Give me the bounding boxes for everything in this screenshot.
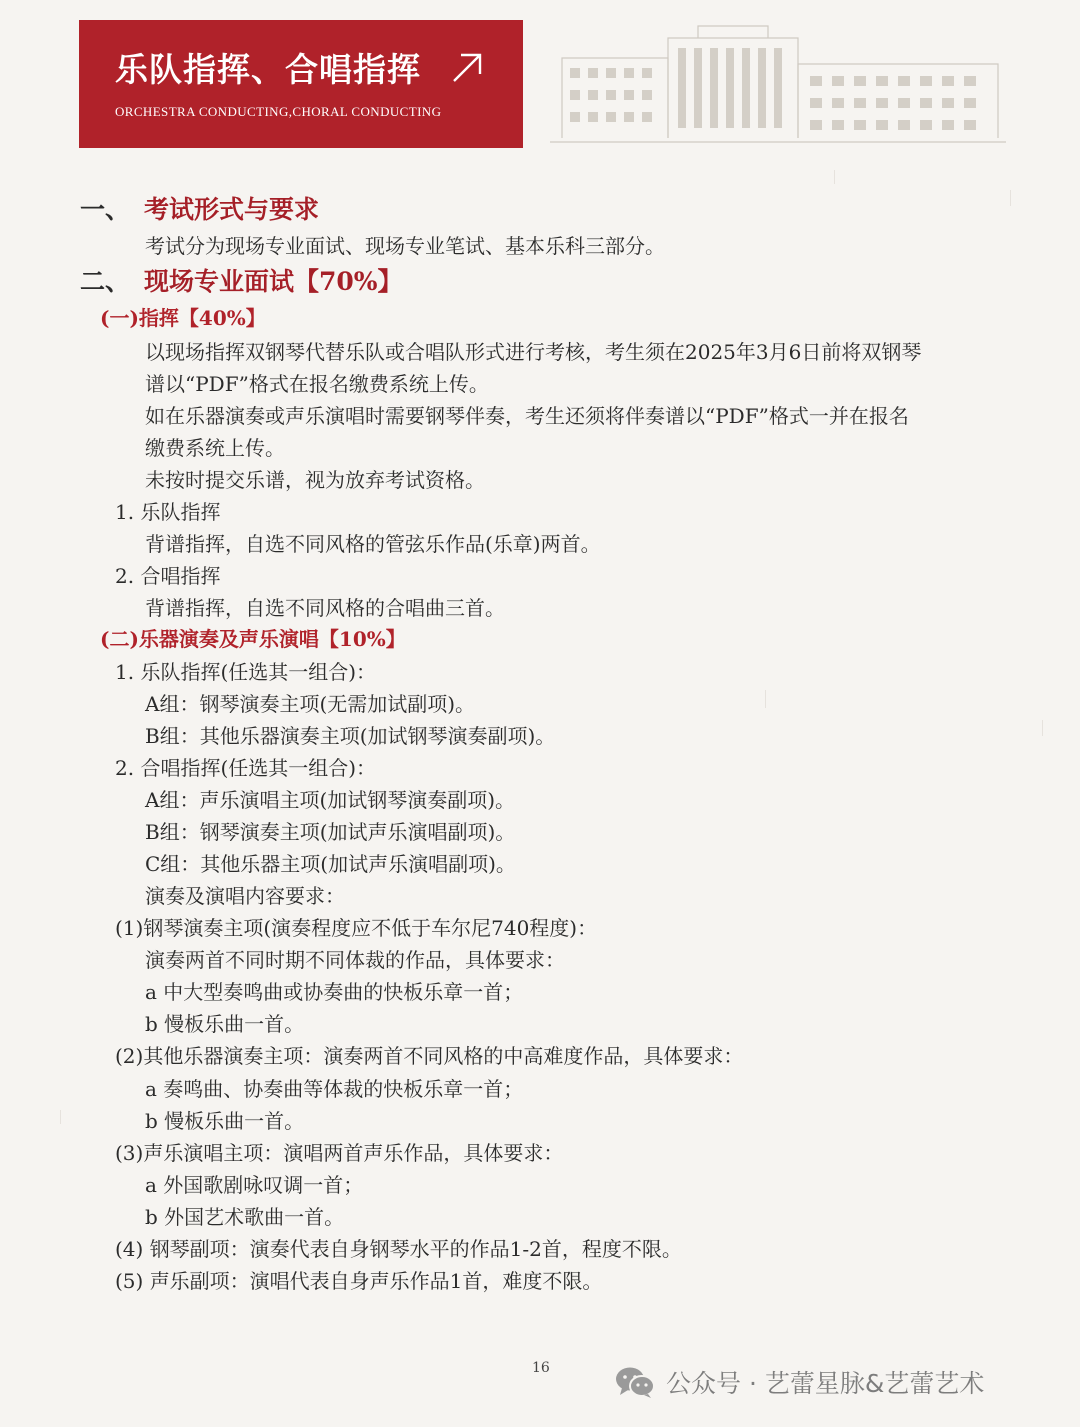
text-line: C组：其他乐器主项(加试声乐演唱副项)。 (145, 852, 516, 876)
header-banner (79, 20, 523, 148)
text-line: b 外国艺术歌曲一首。 (145, 1205, 345, 1229)
text-line: B组：钢琴演奏主项(加试声乐演唱副项)。 (145, 820, 516, 844)
text-line: 未按时提交乐谱，视为放弃考试资格。 (145, 468, 485, 492)
text-line: 如在乐器演奏或声乐演唱时需要钢琴伴奏，考生还须将伴奏谱以“PDF”格式一并在报名 (145, 404, 909, 428)
section-heading (80, 196, 319, 224)
list-item: 1. 乐队指挥(任选其一组合)： (115, 660, 377, 684)
section-number: 二、 (80, 267, 131, 296)
paper-fiber (834, 170, 835, 184)
section-number: 一、 (80, 195, 131, 224)
text-line: B组：其他乐器演奏主项(加试钢琴演奏副项)。 (145, 724, 556, 748)
list-item: (5) 声乐副项：演唱代表自身声乐作品1首，难度不限。 (115, 1269, 603, 1293)
text-line: a 外国歌剧咏叹调一首； (145, 1173, 364, 1197)
section-heading (80, 268, 403, 296)
section-title: 现场专业面试【70%】 (144, 267, 403, 296)
list-item: 2. 合唱指挥(任选其一组合)： (115, 756, 377, 780)
list-item: (1)钢琴演奏主项(演奏程度应不低于车尔尼740程度)： (115, 916, 598, 940)
text-line: b 慢板乐曲一首。 (145, 1012, 305, 1036)
subsection-heading: (一)指挥【40%】 (100, 306, 266, 330)
text-line: 缴费系统上传。 (145, 436, 285, 460)
wechat-watermark (614, 1362, 984, 1402)
building-illustration (548, 18, 1008, 150)
list-item: 1. 乐队指挥 (115, 500, 221, 524)
page-subtitle: ORCHESTRA CONDUCTING,CHORAL CONDUCTING (115, 104, 442, 119)
text-line: 以现场指挥双钢琴代替乐队或合唱队形式进行考核，考生须在2025年3月6日前将双钢琴 (145, 340, 922, 364)
text-line: 演奏及演唱内容要求： (145, 884, 345, 908)
text-line: A组：钢琴演奏主项(无需加试副项)。 (145, 692, 476, 716)
paper-fiber (765, 690, 766, 708)
text-line: 背谱指挥，自选不同风格的管弦乐作品(乐章)两首。 (145, 532, 601, 556)
arrow-up-right-icon (449, 50, 485, 86)
text-line: 背谱指挥，自选不同风格的合唱曲三首。 (145, 596, 505, 620)
wechat-icon (614, 1365, 656, 1399)
page-title: 乐队指挥、合唱指挥 (115, 50, 421, 89)
paper-fiber (60, 1110, 61, 1124)
list-item: (2)其他乐器演奏主项：演奏两首不同风格的中高难度作品，具体要求： (115, 1044, 744, 1068)
paper-fiber (1042, 720, 1043, 736)
text-line: 演奏两首不同时期不同体裁的作品，具体要求： (145, 948, 565, 972)
text-line: a 奏鸣曲、协奏曲等体裁的快板乐章一首； (145, 1077, 524, 1101)
text-line: 考试分为现场专业面试、现场专业笔试、基本乐科三部分。 (145, 234, 665, 258)
watermark-text: 公众号 · 艺蕾星脉&艺蕾艺术 (666, 1369, 985, 1398)
text-line: A组：声乐演唱主项(加试钢琴演奏副项)。 (145, 788, 516, 812)
text-line: b 慢板乐曲一首。 (145, 1109, 305, 1133)
page-number: 16 (532, 1360, 550, 1376)
text-line: 谱以“PDF”格式在报名缴费系统上传。 (145, 372, 489, 396)
list-item: 2. 合唱指挥 (115, 564, 221, 588)
list-item: (4) 钢琴副项：演奏代表自身钢琴水平的作品1-2首，程度不限。 (115, 1237, 682, 1261)
subsection-heading: (二)乐器演奏及声乐演唱【10%】 (100, 627, 406, 651)
paper-fiber (1010, 190, 1011, 206)
list-item: (3)声乐演唱主项：演唱两首声乐作品，具体要求： (115, 1141, 564, 1165)
text-line: a 中大型奏鸣曲或协奏曲的快板乐章一首； (145, 980, 524, 1004)
section-title: 考试形式与要求 (144, 195, 320, 224)
